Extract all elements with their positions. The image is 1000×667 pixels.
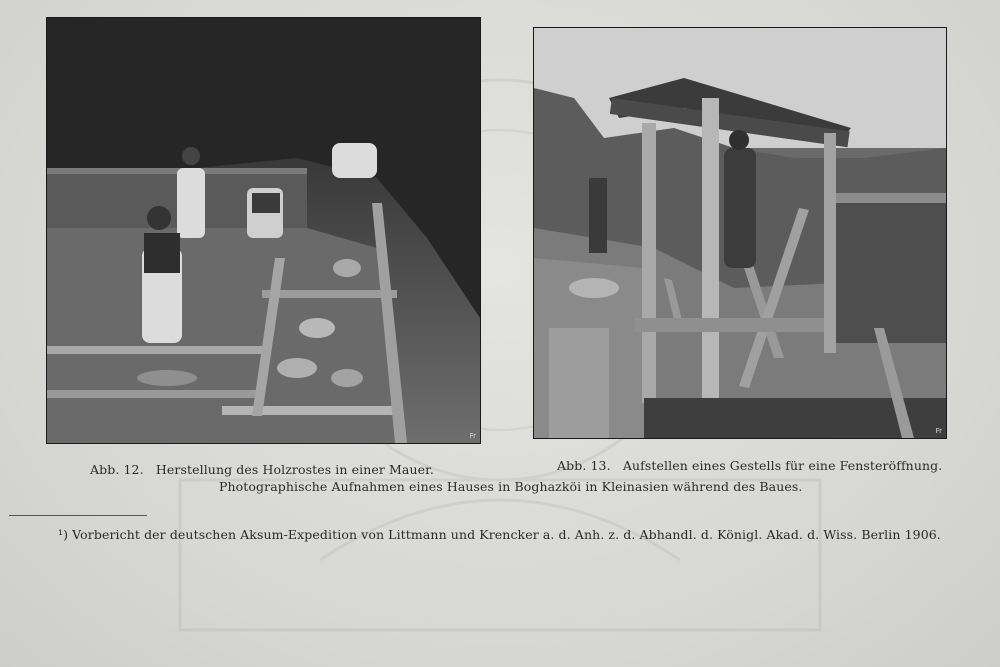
- photo-mark-right: Fr: [935, 427, 942, 435]
- footnote-rule: [9, 515, 147, 516]
- footnote: [58, 527, 941, 542]
- shared-caption: Photographische Aufnahmen eines Hauses in Boghazköi in Kleinasien während des Baues.: [219, 479, 803, 494]
- photo-abb-12: [46, 17, 481, 444]
- caption-number-right: Abb. 13.: [557, 458, 611, 473]
- caption-abb-12: [90, 462, 434, 477]
- caption-abb-13: [557, 458, 942, 473]
- footnote-text: Vorbericht der deutschen Aksum-Expedition von Littmann und Krencker a. d. Anh. z. d. Abhandl. d. Königl. Akad. d. Wiss. Berlin 1906.: [72, 527, 941, 542]
- photo-abb-13: [533, 27, 947, 439]
- caption-text-left: Herstellung des Holzrostes in einer Mauer.: [155, 462, 434, 477]
- caption-text-right: Aufstellen eines Gestells für eine Fensteröffnung.: [622, 458, 943, 473]
- photo-mark-left: Fr: [469, 432, 476, 440]
- footnote-marker: ¹): [58, 527, 69, 542]
- caption-number-left: Abb. 12.: [90, 462, 144, 477]
